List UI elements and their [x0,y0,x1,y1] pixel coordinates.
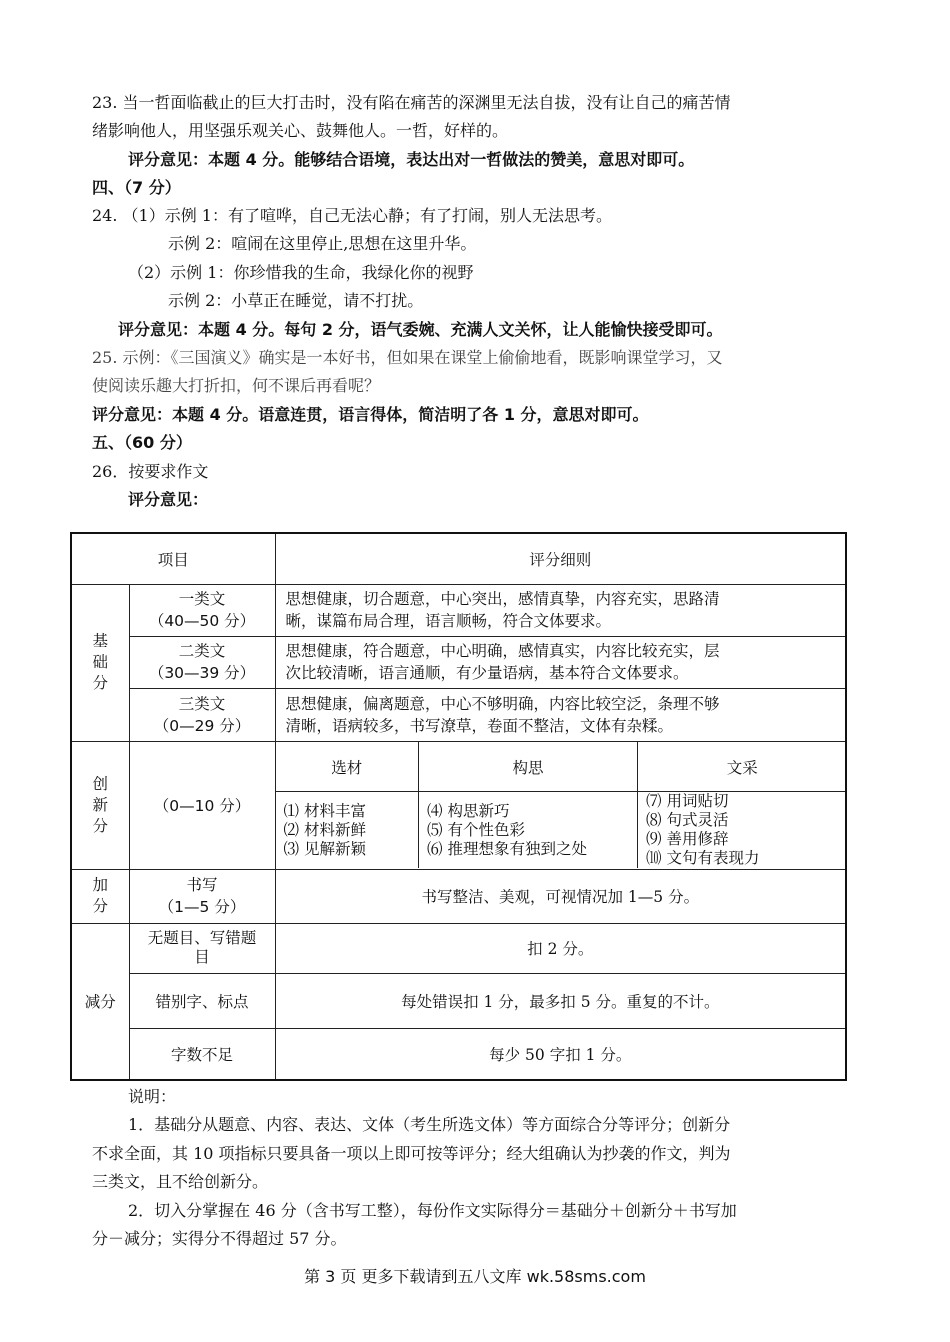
innovation-col-items-1: ⑴ 材料丰富 ⑵ 材料新鲜 ⑶ 见解新颖 [276,792,419,869]
table-row [71,584,846,636]
bonus-label: 加 分 [71,869,129,923]
q23-line2: 绪影响他人，用坚强乐观关心、鼓舞他人。一哲，好样的。 [92,121,509,140]
section5-heading: 五、（60 分） [92,433,192,452]
note1-line1: 1．基础分从题意、内容、表达、文体（考生所选文体）等方面综合分等评分；创新分 [128,1115,731,1134]
deduct-item-2: 错别字、标点 [129,973,275,1028]
bonus-rule: 书写整洁、美观，可视情况加 1—5 分。 [275,869,846,923]
note2-line2: 分－减分；实得分不得超过 57 分。 [92,1229,347,1248]
note1-line2: 不求全面，其 10 项指标只要具备一项以上即可按等评分；经大组确认为抄袭的作文，判为 [92,1144,731,1163]
deduct-rule-1: 扣 2 分。 [275,923,846,973]
innovation-col-title-1: 选材 [276,742,419,792]
q25-scoring: 评分意见：本题 4 分。语意连贯，语言得体，简洁明了各 1 分，意思对即可。 [92,405,649,424]
basic-desc-1: 思想健康，切合题意，中心突出，感情真挚，内容充实，思路清 晰，谋篇布局合理，语言顺畅，符合文体要求。 [275,584,846,636]
innovation-col-items-3: ⑺ 用词贴切 ⑻ 句式灵活 ⑼ 善用修辞 ⑽ 文句有表现力 [646,792,760,867]
table-row [71,636,846,688]
q24-scoring: 评分意见：本题 4 分。每句 2 分，语气委婉、充满人文关怀，让人能愉快接受即可。 [118,320,723,339]
innovation-col-items-2: ⑷ 构思新巧 ⑸ 有个性色彩 ⑹ 推理想象有独到之处 [419,792,638,869]
deduct-rule-3: 每少 50 字扣 1 分。 [275,1028,846,1080]
deduct-rule-2: 每处错误扣 1 分，最多扣 5 分。重复的不计。 [275,973,846,1028]
q26-scoring-label: 评分意见： [128,490,209,509]
section4-heading: 四、（7 分） [92,178,181,197]
deduct-label: 减分 [71,923,129,1080]
q26-line: 26．按要求作文 [92,462,209,481]
table-row [71,1028,846,1080]
table-row [71,869,846,923]
q24-p1-example2: 示例 2：喧闹在这里停止,思想在这里升华。 [168,234,477,253]
deduct-item-3: 字数不足 [129,1028,275,1080]
note2-line1: 2．切入分掌握在 46 分（含书写工整），每份作文实际得分＝基础分＋创新分＋书写加 [128,1201,737,1220]
innovation-col-title-3: 文采 [638,742,847,792]
table-header-row [71,533,846,584]
page-footer: 第 3 页 更多下载请到五八文库 wk.58sms.com [304,1267,646,1286]
bonus-item: 书写 （1—5 分） [129,869,275,923]
basic-class-1: 一类文 （40—50 分） [129,584,275,636]
table-row [71,973,846,1028]
q24-p2-example1: （2）示例 1：你珍惜我的生命，我绿化你的视野 [128,263,474,282]
innovation-col-title-2: 构思 [419,742,638,792]
q24-p2-example2: 示例 2：小草正在睡觉，请不打扰。 [168,291,424,310]
basic-desc-2: 思想健康，符合题意，中心明确，感情真实，内容比较充实，层 次比较清晰，语言通顺，有少量语病，基本符合文体要求。 [275,636,846,688]
header-rule: 评分细则 [275,533,846,584]
innovation-label: 创 新 分 [71,741,129,869]
q24-p1-example1: 24. （1）示例 1：有了喧哗，自己无法心静；有了打闹，别人无法思考。 [92,206,612,225]
basic-class-2: 二类文 （30—39 分） [129,636,275,688]
table-row [71,741,846,869]
header-item: 项目 [71,533,275,584]
q23-scoring: 评分意见：本题 4 分。能够结合语境，表达出对一哲做法的赞美，意思对即可。 [128,150,695,169]
scoring-table [70,532,847,1081]
q23-line1: 23. 当一哲面临截止的巨大打击时，没有陷在痛苦的深渊里无法自拔，没有让自己的痛苦情 [92,93,731,112]
q25-line2: 使阅读乐趣大打折扣，何不课后再看呢？ [92,376,381,395]
innovation-range: （0—10 分） [129,741,275,869]
deduct-item-1: 无题目、写错题 目 [129,923,275,973]
basic-desc-3: 思想健康，偏离题意，中心不够明确，内容比较空泛，条理不够 清晰，语病较多，书写潦草，卷面不整洁，文体有杂糅。 [275,688,846,741]
q25-line1: 25. 示例：《三国演义》确实是一本好书，但如果在课堂上偷偷地看，既影响课堂学习，又 [92,348,723,367]
table-row [71,688,846,741]
basic-label: 基 础 分 [71,584,129,741]
table-row [71,923,846,973]
innovation-detail [275,741,846,869]
notes-title: 说明： [128,1087,177,1106]
basic-class-3: 三类文 （0—29 分） [129,688,275,741]
note1-line3: 三类文，且不给创新分。 [92,1172,269,1191]
